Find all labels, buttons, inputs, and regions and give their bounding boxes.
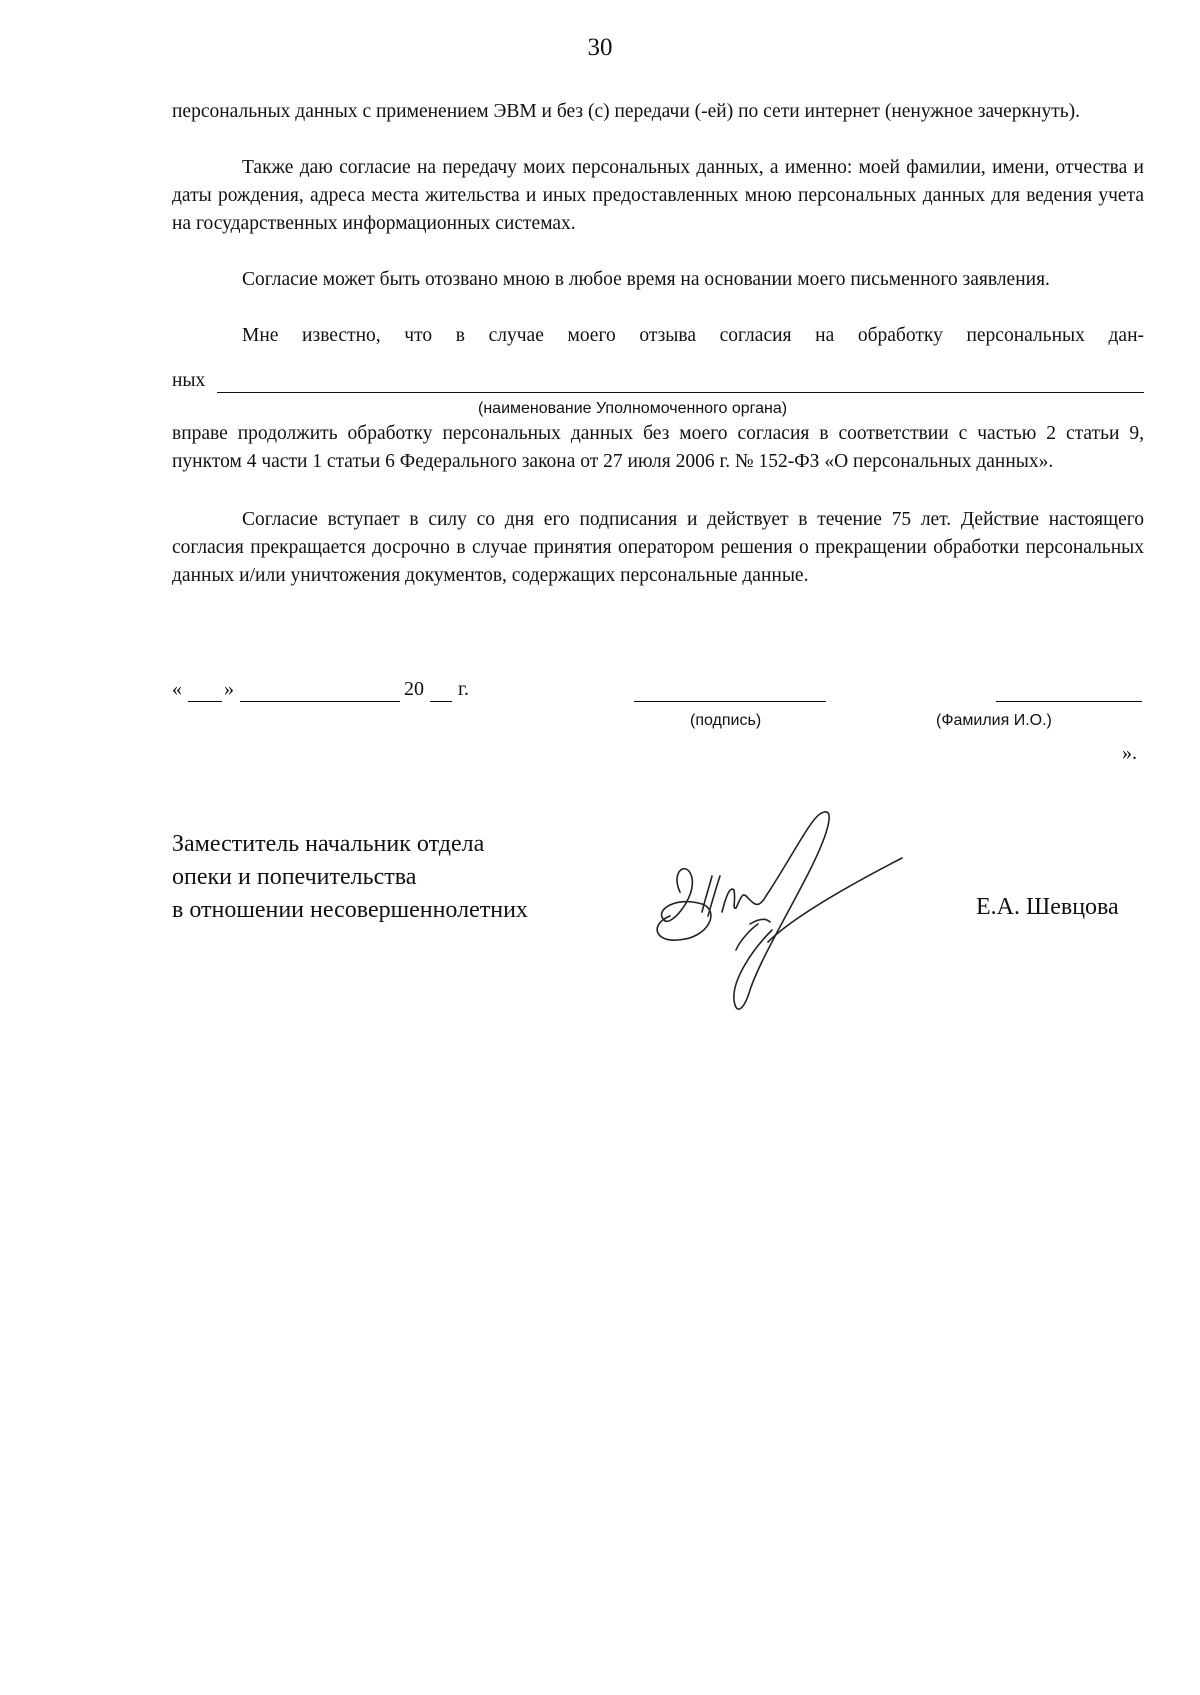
day-blank bbox=[188, 701, 222, 702]
date-open-quote: « bbox=[172, 678, 182, 700]
paragraph-transfer-consent: Также даю согласие на передачу моих персональных данных, а именно: моей фамилии, имени, отчества и даты рождения, адреса места жительства и иных предоставленных мною персональных данных для ведения учета на государственных информационных системах. bbox=[172, 157, 1144, 234]
name-blank bbox=[996, 701, 1142, 702]
signature-blank bbox=[634, 701, 826, 702]
authority-caption: (наименование Уполномоченного органа) bbox=[478, 400, 788, 417]
handwritten-signature bbox=[640, 800, 930, 1020]
paragraph-validity: Согласие вступает в силу со дня его подписания и действует в течение 75 лет. Действие настоящего согласия прекращается досрочно в случае принятия оператором решения о прекращении обработки персональных данных и/или уничтожения документов, содержащих персональные данные. bbox=[172, 509, 1144, 586]
name-caption: (Фамилия И.О.) bbox=[936, 712, 1052, 729]
signature-caption: (подпись) bbox=[690, 712, 762, 729]
paragraph-continue-processing: вправе продолжить обработку персональных данных без моего согласия в соответствии с частью 2 статьи 9, пунктом 4 части 1 статьи 6 Федерального закона от 27 июля 2006 г. № 152-ФЗ «О персональных данных». bbox=[172, 423, 1144, 472]
year-blank bbox=[430, 701, 452, 702]
paragraph-processing-consent: персональных данных с применением ЭВМ и без (с) передачи (-ей) по сети интернет (ненужное зачеркнуть). bbox=[172, 101, 1080, 122]
paragraph-revocation: Согласие может быть отозвано мною в любое время на основании моего письменного заявления. bbox=[242, 269, 1050, 290]
position-line-1: Заместитель начальник отдела bbox=[172, 831, 485, 857]
signatory-name: Е.А. Шевцова bbox=[976, 894, 1119, 920]
date-close-quote: » bbox=[224, 678, 234, 700]
blank-prefix: ных bbox=[172, 370, 206, 391]
authority-blank-row bbox=[172, 370, 1144, 398]
position-line-2: опеки и попечительства bbox=[172, 864, 417, 890]
authority-blank-line bbox=[217, 392, 1144, 393]
closing-quote: ». bbox=[1122, 742, 1137, 764]
signatory-position bbox=[172, 828, 528, 927]
paragraph-awareness: Мне известно, что в случае моего отзыва согласия на обработку персональных дан- bbox=[242, 325, 1144, 346]
position-line-3: в отношении несовершеннолетних bbox=[172, 897, 528, 923]
year-suffix: г. bbox=[458, 678, 469, 700]
month-blank bbox=[240, 701, 400, 702]
year-prefix: 20 bbox=[404, 678, 424, 700]
page-number: 30 bbox=[587, 34, 613, 61]
